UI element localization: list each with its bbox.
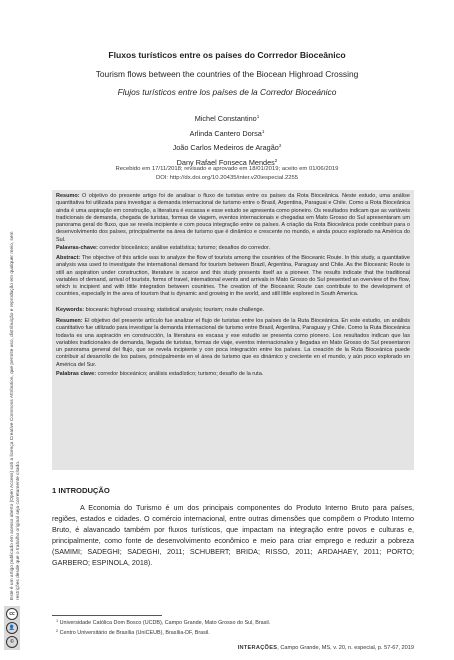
journal-name: INTERAÇÕES	[237, 645, 278, 651]
palavras-chave-paragraph: Palavras-chave: corredor bioceânico; análise estatística; turismo; desafios do corredor.	[56, 245, 271, 251]
title-portuguese: Fluxos turísticos entre os países do Corrredor Bioceânico	[108, 50, 346, 60]
license-side-note: Este é um artigo publicado em acesso aberto (Open Access) sob a licença Creative Commons Attribution, que permite uso, distribuição e reprodução em qualquer meio, sem restrições desde que o trabalho original seja corretamente citado.	[10, 231, 21, 600]
author-1: Michel Constantino$^1$	[194, 114, 260, 123]
footnote-1: $^1$ Universidade Católica Dom Bosco (UCDB), Campo Grande, Mato Grosso do Sul, Brasil.	[56, 619, 271, 626]
publication-dates	[60, 165, 394, 182]
doi-link[interactable]: DOI: http://dx.doi.org/10.20435/inter.v20iespecial.2255	[155, 174, 299, 181]
abstract-paragraph: Abstract: The objective of this article was to analyze the flow of tourists among the countries of the Bioceanic Route. In this study, a quantitative analysis was used to investigate the international demand for tourism between Brazil, Argentina, Paraguay and Chile. As the Bioceanic Route is still an aspiration under construction, literature is scarce and this study presents itself as a pioneer. The results indicate that the traditional variables of demand, arrival of tourists, forms of travel, international events and arrivals in Mato Grosso do Sul presented an overview of the flow, which is incipient and with little integration between countries. The creation of the Bioceanic Route can contribute to the development of countries, especially in the area of tourism that is dynamic and growing in the world, and still little explored in South America.	[56, 255, 410, 298]
copyright-icon: ©	[6, 636, 18, 648]
author-2: Arlinda Cantero Dorsa$^1$	[189, 128, 265, 138]
author-3: João Carlos Medeiros de Aragão$^2$	[172, 143, 282, 152]
title-english: Tourism flows between the countries of the Biocean Highroad Crossing	[95, 69, 359, 79]
title-spanish: Flujos turísticos entre los países de la Corredor Bioceánico	[117, 87, 337, 97]
footnote-divider	[52, 615, 162, 616]
keywords-paragraph: Keywords: bioceanic highroad crossing; statistical analysis; tourism; route challenge.	[56, 307, 265, 313]
resumo-paragraph: Resumo: O objetivo do presente artigo foi de analisar o fluxo de turistas entre os países da Rota Bioceânica. Neste estudo, uma análise quantitativa foi utilizada para investigar a demanda internacional de turismo entre o Brasil, Argentina, Paraguai e Chile. Como a Rota Bioceânica ainda é uma aspiração em construção, a literatura é escassa e esse estudo se apresenta como pioneiro. Os resultados indicam que as variáveis tradicionais de demanda, chegada de turistas, formas de viagem, eventos internacionais e chegadas em Mato Grosso do Sul apresentaram um panorama geral do fluxo, que se revela incipiente e com pouca integração entre os países. A criação da Rota Bioceânica pode contribuir para o desenvolvimento dos países, principalmente na área de turismo que é dinâmico e crescente no mundo, e ainda pouco explorado na América do Sul.	[56, 193, 410, 243]
cc-icon: cc	[6, 608, 18, 620]
section-heading: 1 INTRODUÇÃO	[52, 486, 110, 495]
author-4: Dany Rafael Fonseca Mendes$^2$	[176, 157, 278, 167]
footer-citation: , Campo Grande, MS, v. 20, n. especial, p. 57-67, 2019	[277, 645, 414, 651]
palabras-clave-paragraph: Palabras clave: corredor bioceánico; análisis estadístico; turismo; desafío de la ruta.	[56, 371, 264, 377]
author-list	[120, 111, 334, 169]
footnote-2: $^2$ Centro Universitário de Brasília (UniCEUB), Brasília-DF, Brasil.	[56, 629, 210, 636]
dates-line: Recebido em 17/11/2018; revisado e aprovado em 18/01/2019; aceito em 01/06/2019	[115, 166, 339, 172]
intro-paragraph: A Economia do Turismo é um dos principais componentes do Produto Interno Bruto para países, regiões, estados e cidades. O comércio internacional, entre outras dimensões que compõem o Produto Interno Bruto, é alavancado também por fluxos turísticos, que impactam na integração entre povos e culturas e, principalmente, como fonte de desenvolvimento econômico e meio para criar emprego e reduzir a pobreza (SAMIMI; SADEGHI; SADEGHI, 2011; SCHUBERT; BRIDA; RISSO, 2011; ARDAHAEY, 2011; PORTO; GARBERO; ESPINOLA, 2018).	[52, 503, 414, 567]
by-icon: 👤	[6, 622, 18, 634]
resumen-paragraph: Resumen: El objetivo del presente artículo fue analizar el flujo de turistas entre los países de la Ruta Bioceánica. En este estudio, un análisis cuantitativo fue utilizado para investigar la demanda internacional de turismo entre Brasil, Argentina, Paraguay y Chile. Como la Ruta Bioceánica todavía es una aspiración en construcción, la literatura es escasa y ese estudio se presenta como pionero. Los resultados indican que las variables tradicionales de demanda, llegada de turistas, formas de viaje, eventos internacionales y llegadas en Mato Grosso do Sul presentaron un panorama general del flujo, que se revela incipiente y con poca integración entre los países. La creación de la Ruta Bioceánica puede contribuir al desarrollo de los países, principalmente en el área de turismo que es dinámico y creciente en el mundo, y aún poco explorado en América del Sur.	[56, 318, 410, 368]
page-footer	[174, 645, 414, 651]
